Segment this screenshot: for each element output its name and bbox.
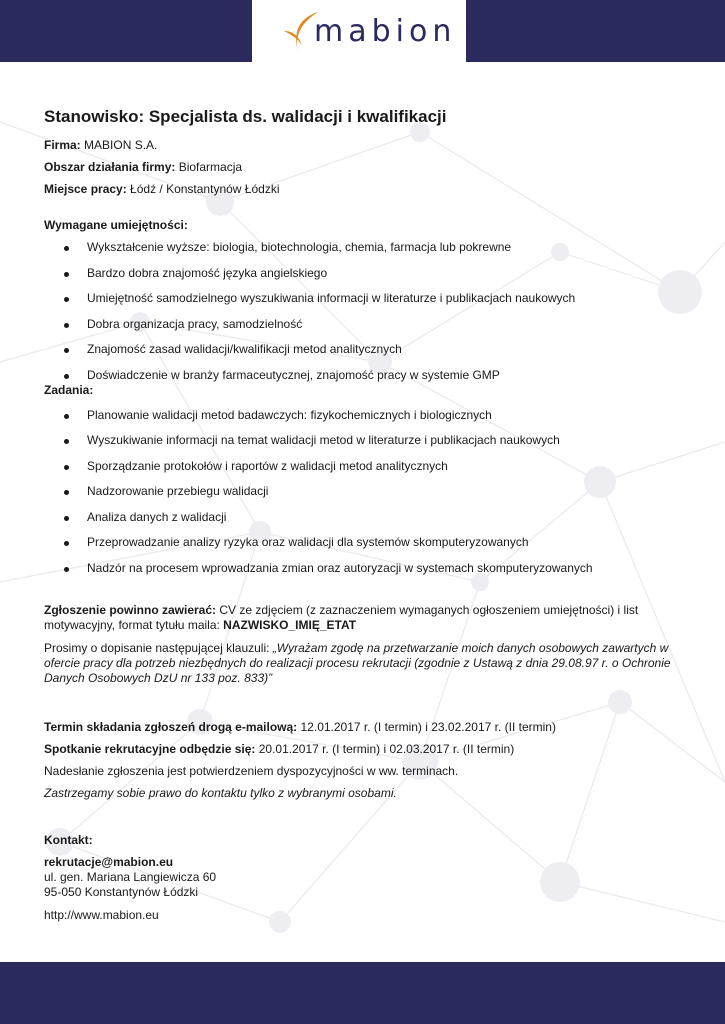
application-requirements: Zgłoszenie powinno zawierać: CV ze zdjęciem (z zaznaczeniem wymaganych ogłoszeniem umiejętności) i list motywacyjny, format tytułu maila: NAZWISKO_IMIĘ_ETAT [44, 603, 639, 632]
logo-text: mabion [314, 14, 457, 49]
consent-clause: Prosimy o dopisanie następującej klauzuli: „Wyrażam zgodę na przetwarzanie moich danych osobowych zawartych w ofercie pracy dla potrzeb niezbędnych do realizacji procesu rekrutacji (zgodnie z Ustawą z dnia 29.08.97 r. o Ochronie Danych Osobowych DzU nr 133 poz. 833)” [44, 641, 671, 685]
tasks-list [44, 405, 684, 584]
list-item: Doświadczenie w branży farmaceutycznej, znajomość pracy w systemie GMP [87, 365, 684, 383]
list-item: Wykształcenie wyższe: biologia, biotechnologia, chemia, farmacja lub pokrewne [87, 237, 684, 263]
footer-band [0, 962, 725, 1024]
submission-deadline: Termin składania zgłoszeń drogą e-mailową: 12.01.2017 r. (I termin) i 23.02.2017 r. (II termin) [44, 720, 556, 734]
area-line: Obszar działania firmy: Biofarmacja [44, 160, 243, 174]
job-offer [44, 106, 684, 923]
list-item: Planowanie walidacji metod badawczych: fizykochemicznych i biologicznych [87, 405, 684, 431]
job-title: Stanowisko: Specjalista ds. walidacji i kwalifikacji [44, 107, 447, 126]
recruitment-meeting: Spotkanie rekrutacyjne odbędzie się: 20.01.2017 r. (I termin) i 02.03.2017 r. (II termin) [44, 742, 515, 756]
contact-heading: Kontakt: [44, 833, 93, 847]
mail-title-format: NAZWISKO_IMIĘ_ETAT [223, 618, 357, 632]
list-item: Analiza danych z walidacji [87, 507, 684, 533]
list-item: Przeprowadzanie analizy ryzyka oraz walidacji dla systemów skomputeryzowanych [87, 532, 684, 558]
availability-note: Nadesłanie zgłoszenia jest potwierdzeniem dyspozycyjności w ww. terminach. [44, 764, 459, 778]
place-line: Miejsce pracy: Łódź / Konstantynów Łódzki [44, 182, 280, 196]
contact-street: ul. gen. Mariana Langiewicza 60 [44, 870, 217, 884]
list-item: Wyszukiwanie informacji na temat walidacji metod w literaturze i publikacjach naukowych [87, 430, 684, 456]
contact-website[interactable]: http://www.mabion.eu [44, 908, 159, 922]
list-item: Sporządzanie protokołów i raportów z walidacji metod analitycznych [87, 456, 684, 482]
list-item: Bardzo dobra znajomość języka angielskiego [87, 263, 684, 289]
list-item: Znajomość zasad walidacji/kwalifikacji metod analitycznych [87, 339, 684, 365]
contact-email[interactable]: rekrutacje@mabion.eu [44, 855, 174, 869]
list-item: Nadzór na procesem wprowadzania zmian oraz autoryzacji w systemach skomputeryzowanych [87, 558, 684, 584]
company-line: Firma: MABION S.A. [44, 138, 158, 152]
skills-heading: Wymagane umiejętności: [44, 218, 188, 232]
list-item: Dobra organizacja pracy, samodzielność [87, 314, 684, 340]
contact-city: 95-050 Konstantynów Łódzki [44, 885, 199, 899]
skills-list [44, 237, 684, 383]
logo [252, 0, 466, 62]
list-item: Nadzorowanie przebiegu walidacji [87, 481, 684, 507]
contact-reservation: Zastrzegamy sobie prawo do kontaktu tylko z wybranymi osobami. [44, 786, 397, 800]
tasks-heading: Zadania: [44, 382, 94, 397]
list-item: Umiejętność samodzielnego wyszukiwania informacji w literaturze i publikacjach naukowych [87, 288, 684, 314]
